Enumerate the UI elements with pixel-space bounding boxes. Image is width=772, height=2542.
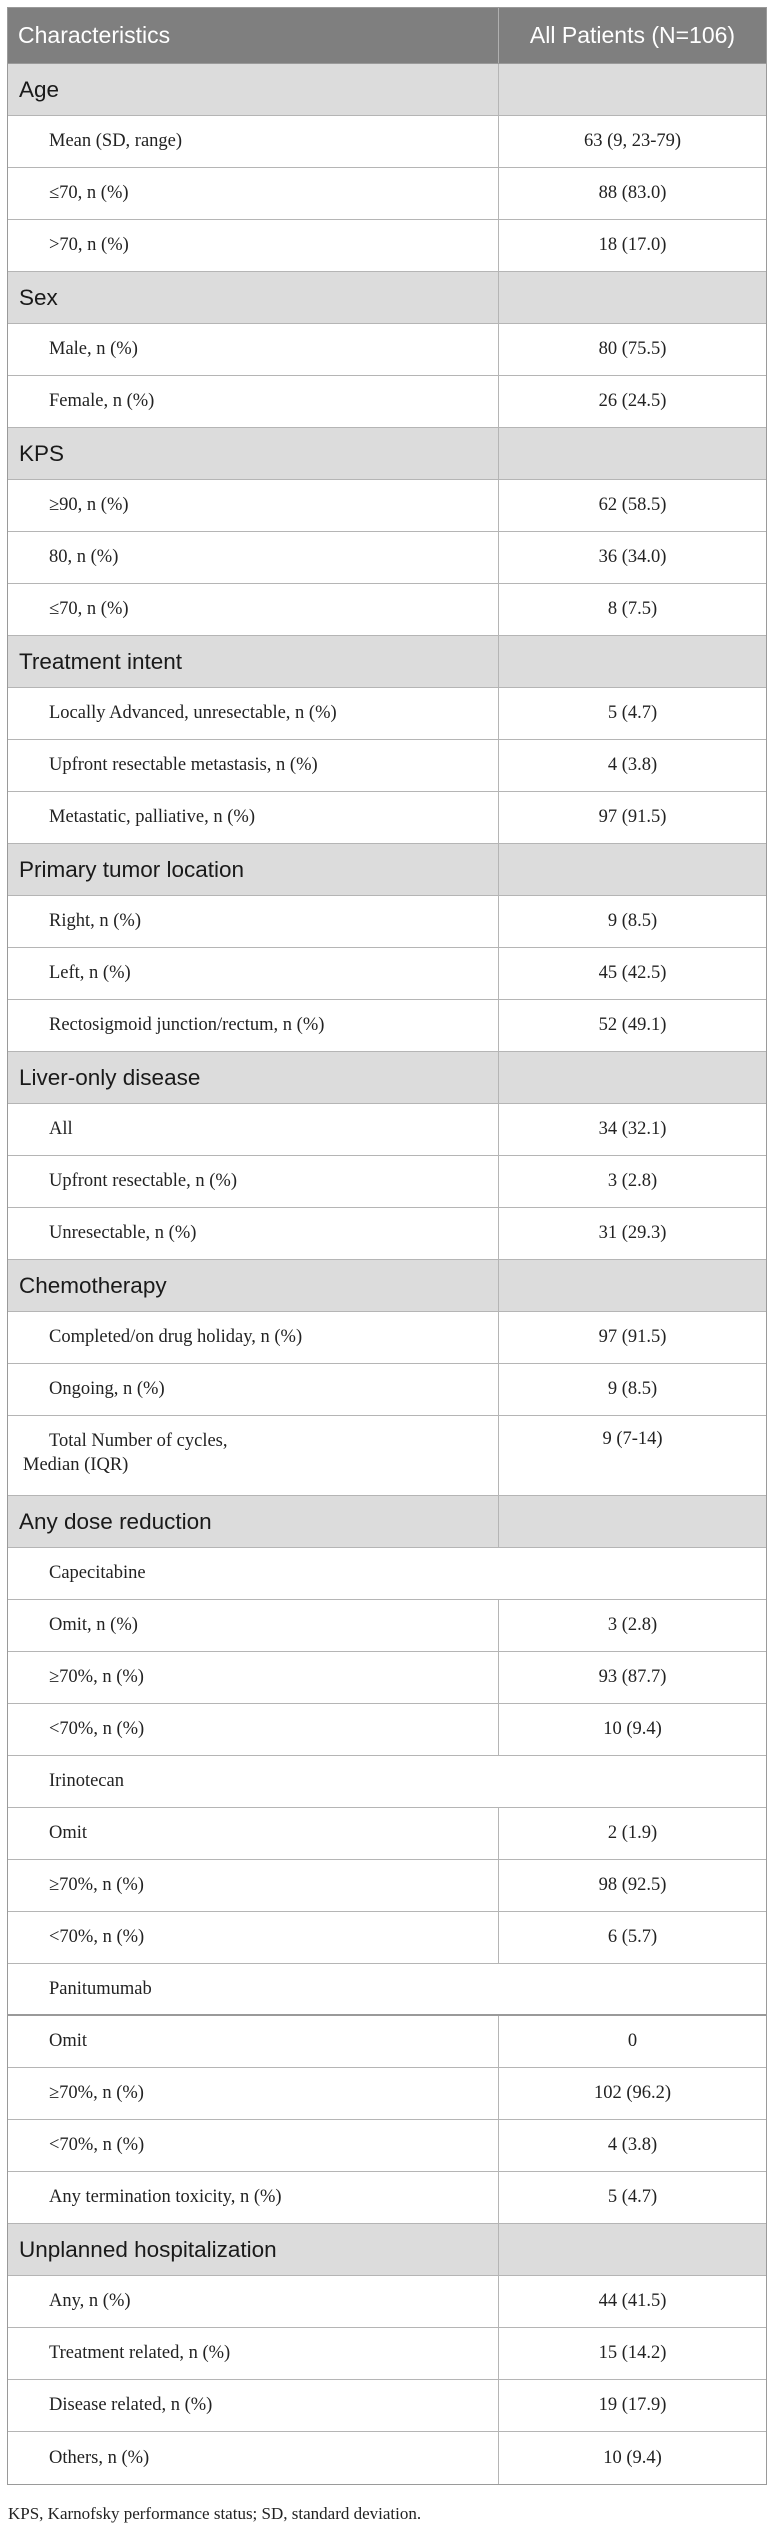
row-value: 31 (29.3) <box>598 1223 667 1243</box>
row-label: Upfront resectable, n (%) <box>8 1156 499 1207</box>
table-row <box>8 584 766 636</box>
row-label: ≤70, n (%) <box>8 584 499 635</box>
section-row <box>8 428 766 480</box>
row-value: 80 (75.5) <box>598 339 667 359</box>
row-label: ≥70%, n (%) <box>8 1652 499 1703</box>
table-row <box>8 532 766 584</box>
row-value: 63 (9, 23-79) <box>583 131 682 151</box>
table-row <box>8 2068 766 2120</box>
row-value: 18 (17.0) <box>598 235 667 255</box>
header-all-patients: All Patients (N=106) <box>529 22 736 48</box>
table-row <box>8 1652 766 1704</box>
table-row <box>8 2120 766 2172</box>
table-row <box>8 1860 766 1912</box>
row-value: 8 (7.5) <box>607 599 658 619</box>
table-row <box>8 1208 766 1260</box>
table-row <box>8 1364 766 1416</box>
section-row <box>8 1496 766 1548</box>
row-value: 19 (17.9) <box>598 2395 667 2415</box>
row-value: 10 (9.4) <box>603 1719 662 1739</box>
section-row <box>8 64 766 116</box>
table-row <box>8 1912 766 1964</box>
row-value: 5 (4.7) <box>607 703 658 723</box>
group-row <box>8 1964 766 2016</box>
row-label: Any, n (%) <box>8 2276 499 2327</box>
row-label: Any termination toxicity, n (%) <box>8 2172 499 2223</box>
section-row <box>8 844 766 896</box>
row-label: Completed/on drug holiday, n (%) <box>8 1312 499 1363</box>
row-label: Ongoing, n (%) <box>8 1364 499 1415</box>
row-label: Locally Advanced, unresectable, n (%) <box>8 688 499 739</box>
section-title: Sex <box>8 272 499 323</box>
group-row <box>8 1756 766 1808</box>
group-name: Panitumumab <box>49 1978 152 1999</box>
row-value: 34 (32.1) <box>598 1119 667 1139</box>
row-label-line: Median (IQR) <box>23 1455 129 1475</box>
table-row <box>8 2380 766 2432</box>
section-row <box>8 1260 766 1312</box>
table-row <box>8 168 766 220</box>
row-label: >70, n (%) <box>8 220 499 271</box>
row-value: 6 (5.7) <box>607 1927 658 1947</box>
row-label: All <box>8 1104 499 1155</box>
table-row <box>8 324 766 376</box>
section-row <box>8 636 766 688</box>
section-row <box>8 1052 766 1104</box>
row-value: 4 (3.8) <box>607 2135 658 2155</box>
row-value: 3 (2.8) <box>607 1615 658 1635</box>
row-label-line: Total Number of cycles, <box>49 1431 228 1451</box>
row-label: ≤70, n (%) <box>8 168 499 219</box>
section-title: Primary tumor location <box>8 844 499 895</box>
header-characteristics: Characteristics <box>8 8 499 63</box>
section-row <box>8 272 766 324</box>
table-row <box>8 2016 766 2068</box>
table-row <box>8 1808 766 1860</box>
row-label: Omit <box>8 1808 499 1859</box>
row-label: Treatment related, n (%) <box>8 2328 499 2379</box>
row-value: 102 (96.2) <box>593 2083 672 2103</box>
table-row <box>8 1104 766 1156</box>
table-row <box>8 1704 766 1756</box>
group-row <box>8 1548 766 1600</box>
table-row <box>8 896 766 948</box>
section-title: Any dose reduction <box>8 1496 499 1547</box>
row-label: <70%, n (%) <box>8 1912 499 1963</box>
characteristics-table <box>7 7 767 2485</box>
group-name: Capecitabine <box>49 1563 146 1583</box>
row-label: Others, n (%) <box>8 2432 499 2484</box>
row-label: <70%, n (%) <box>8 2120 499 2171</box>
row-label: Mean (SD, range) <box>8 116 499 167</box>
table-header-row <box>8 8 766 64</box>
row-label: Disease related, n (%) <box>8 2380 499 2431</box>
row-value: 0 <box>627 2031 638 2051</box>
table-footnote: KPS, Karnofsky performance status; SD, standard deviation. <box>8 2504 422 2523</box>
row-label: ≥70%, n (%) <box>8 1860 499 1911</box>
table-row <box>8 480 766 532</box>
row-value: 88 (83.0) <box>598 183 667 203</box>
table-row <box>8 688 766 740</box>
row-label: <70%, n (%) <box>8 1704 499 1755</box>
row-value: 2 (1.9) <box>607 1823 658 1843</box>
row-label: Omit <box>8 2016 499 2067</box>
table-row <box>8 2328 766 2380</box>
row-value: 9 (8.5) <box>607 911 658 931</box>
table-row <box>8 376 766 428</box>
table-row <box>8 1156 766 1208</box>
table-row <box>8 220 766 272</box>
table-row <box>8 116 766 168</box>
table-row <box>8 792 766 844</box>
table-row <box>8 948 766 1000</box>
row-label: ≥70%, n (%) <box>8 2068 499 2119</box>
row-label: Metastatic, palliative, n (%) <box>8 792 499 843</box>
row-value: 52 (49.1) <box>598 1015 667 1035</box>
row-label: Left, n (%) <box>8 948 499 999</box>
row-value: 10 (9.4) <box>603 2447 662 2468</box>
row-value: 26 (24.5) <box>598 391 667 411</box>
row-value: 93 (87.7) <box>598 1667 667 1687</box>
row-label: Unresectable, n (%) <box>8 1208 499 1259</box>
row-value: 97 (91.5) <box>598 807 667 827</box>
section-title: KPS <box>8 428 499 479</box>
row-value: 15 (14.2) <box>598 2343 667 2363</box>
row-label <box>8 1416 499 1495</box>
table-row <box>8 2276 766 2328</box>
row-value: 36 (34.0) <box>598 547 667 567</box>
table-row <box>8 2432 766 2484</box>
section-row <box>8 2224 766 2276</box>
row-value: 97 (91.5) <box>598 1327 667 1347</box>
row-label: Female, n (%) <box>8 376 499 427</box>
section-title: Chemotherapy <box>8 1260 499 1311</box>
section-title: Liver-only disease <box>8 1052 499 1103</box>
row-label: Right, n (%) <box>8 896 499 947</box>
row-value: 3 (2.8) <box>607 1171 658 1191</box>
row-value: 62 (58.5) <box>598 495 667 515</box>
row-label: Omit, n (%) <box>8 1600 499 1651</box>
row-label: Rectosigmoid junction/rectum, n (%) <box>8 1000 499 1051</box>
row-value: 45 (42.5) <box>598 963 667 983</box>
row-label: 80, n (%) <box>8 532 499 583</box>
section-title: Treatment intent <box>8 636 499 687</box>
row-value: 44 (41.5) <box>598 2291 667 2311</box>
table-row <box>8 2172 766 2224</box>
section-title: Age <box>8 64 499 115</box>
table-row <box>8 1000 766 1052</box>
section-title: Unplanned hospitalization <box>8 2224 499 2275</box>
table-row <box>8 1416 766 1496</box>
group-name: Irinotecan <box>49 1771 124 1791</box>
row-label: Upfront resectable metastasis, n (%) <box>8 740 499 791</box>
table-row <box>8 740 766 792</box>
row-value: 9 (7-14) <box>602 1429 663 1449</box>
table-row <box>8 1600 766 1652</box>
row-value: 5 (4.7) <box>607 2187 658 2207</box>
row-label: Male, n (%) <box>8 324 499 375</box>
row-value: 4 (3.8) <box>607 755 658 775</box>
row-value: 98 (92.5) <box>598 1875 667 1895</box>
row-label: ≥90, n (%) <box>8 480 499 531</box>
row-value: 9 (8.5) <box>607 1379 658 1399</box>
table-row <box>8 1312 766 1364</box>
